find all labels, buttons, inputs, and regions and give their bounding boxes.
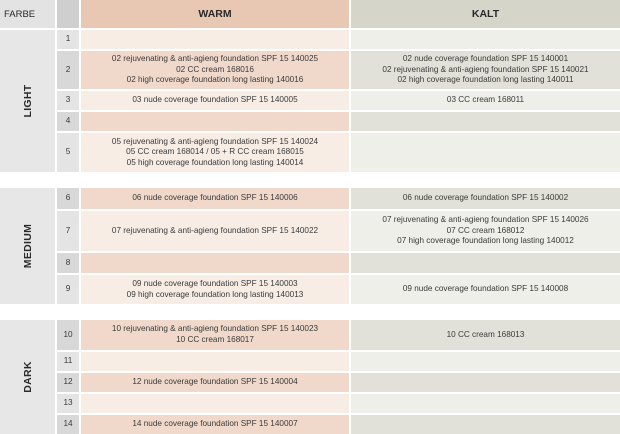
- table-row: [57, 320, 620, 350]
- kalt-cell: [351, 394, 620, 413]
- table-row: [57, 112, 620, 131]
- product-line: 02 rejuvenating & anti-agieng foundation SPF 15 140021: [382, 64, 589, 74]
- product-line: 10 CC cream 168013: [446, 329, 525, 339]
- product-line: 07 rejuvenating & anti-agieng foundation SPF 15 140022: [111, 225, 319, 235]
- table-row: [57, 352, 620, 371]
- table-row: [57, 30, 620, 49]
- table-row: [57, 394, 620, 413]
- row-number: 7: [57, 211, 79, 251]
- warm-cell: [81, 51, 349, 89]
- product-line: 10 rejuvenating & anti-agieng foundation SPF 15 140023: [111, 324, 319, 334]
- kalt-cell: [351, 133, 620, 172]
- kalt-cell: [351, 253, 620, 273]
- table-row: [57, 415, 620, 434]
- header-number: [57, 0, 79, 28]
- group-label-text: LIGHT: [21, 84, 34, 118]
- row-number: 3: [57, 91, 79, 110]
- table-row: [57, 211, 620, 251]
- product-line: 09 high coverage foundation long lasting 140013: [126, 289, 304, 299]
- row-number: 1: [57, 30, 79, 49]
- product-line: 02 rejuvenating & anti-agieng foundation SPF 15 140025: [111, 54, 319, 64]
- table-row: [57, 373, 620, 392]
- table-row: [57, 253, 620, 273]
- warm-cell: [81, 112, 349, 131]
- group-label-dark: [0, 320, 55, 434]
- kalt-cell: [351, 211, 620, 251]
- row-number: 6: [57, 188, 79, 209]
- group-label-light: [0, 30, 55, 172]
- row-number: 10: [57, 320, 79, 350]
- row-number: 9: [57, 275, 79, 304]
- product-line: 14 nude coverage foundation SPF 15 140007: [132, 419, 298, 429]
- warm-cell: [81, 188, 349, 209]
- product-line: 02 high coverage foundation long lasting 140016: [126, 75, 304, 85]
- product-line: 03 CC cream 168011: [446, 95, 525, 105]
- product-line: 02 CC cream 168016: [176, 64, 254, 74]
- product-line: 09 nude coverage foundation SPF 15 140003: [132, 278, 298, 288]
- product-line: 02 nude coverage foundation SPF 15 140001: [402, 54, 569, 64]
- row-number: 5: [57, 133, 79, 172]
- kalt-cell: [351, 30, 620, 49]
- kalt-cell: [351, 275, 620, 304]
- product-line: 09 nude coverage foundation SPF 15 140008: [402, 284, 569, 294]
- kalt-cell: [351, 112, 620, 131]
- warm-cell: [81, 373, 349, 392]
- group-label-text: DARK: [21, 361, 34, 393]
- table-row: [57, 133, 620, 172]
- row-number: 8: [57, 253, 79, 273]
- kalt-cell: [351, 188, 620, 209]
- product-line: 07 high coverage foundation long lasting 140012: [397, 236, 574, 246]
- row-number: 14: [57, 415, 79, 434]
- product-line: 05 CC cream 168014 / 05 + R CC cream 168015: [126, 147, 304, 157]
- warm-cell: [81, 275, 349, 304]
- table-row: [57, 51, 620, 89]
- product-line: 05 high coverage foundation long lasting 140014: [126, 157, 304, 167]
- warm-cell: [81, 211, 349, 251]
- table-row: [57, 91, 620, 110]
- header-warm: WARM: [81, 0, 349, 28]
- product-line: 06 nude coverage foundation SPF 15 140006: [132, 193, 298, 203]
- kalt-cell: [351, 91, 620, 110]
- row-number: 2: [57, 51, 79, 89]
- row-number: 11: [57, 352, 79, 371]
- row-number: 13: [57, 394, 79, 413]
- product-line: 05 rejuvenating & anti-agieng foundation SPF 15 140024: [111, 136, 319, 146]
- kalt-cell: [351, 415, 620, 434]
- kalt-cell: [351, 320, 620, 350]
- row-number: 12: [57, 373, 79, 392]
- group-label-text: MEDIUM: [21, 223, 34, 269]
- kalt-cell: [351, 51, 620, 89]
- product-line: 10 CC cream 168017: [176, 335, 254, 344]
- warm-cell: [81, 320, 349, 350]
- product-line: 12 nude coverage foundation SPF 15 140004: [132, 377, 298, 387]
- row-number: 4: [57, 112, 79, 131]
- warm-cell: [81, 253, 349, 273]
- table-row: [57, 188, 620, 209]
- header-farbe: FARBE: [0, 0, 55, 28]
- product-line: 07 CC cream 168012: [446, 225, 525, 235]
- table-row: [57, 275, 620, 304]
- kalt-cell: [351, 352, 620, 371]
- warm-cell: [81, 30, 349, 49]
- product-line: 07 rejuvenating & anti-agieng foundation SPF 15 140026: [382, 215, 589, 225]
- warm-cell: [81, 415, 349, 434]
- header-kalt: KALT: [351, 0, 620, 28]
- product-line: 06 nude coverage foundation SPF 15 140002: [402, 193, 569, 203]
- warm-cell: [81, 91, 349, 110]
- warm-cell: [81, 352, 349, 371]
- warm-cell: [81, 133, 349, 172]
- kalt-cell: [351, 373, 620, 392]
- product-line: 02 high coverage foundation long lasting 140011: [397, 75, 574, 85]
- warm-cell: [81, 394, 349, 413]
- group-label-medium: [0, 188, 55, 304]
- product-line: 03 nude coverage foundation SPF 15 140005: [132, 95, 298, 105]
